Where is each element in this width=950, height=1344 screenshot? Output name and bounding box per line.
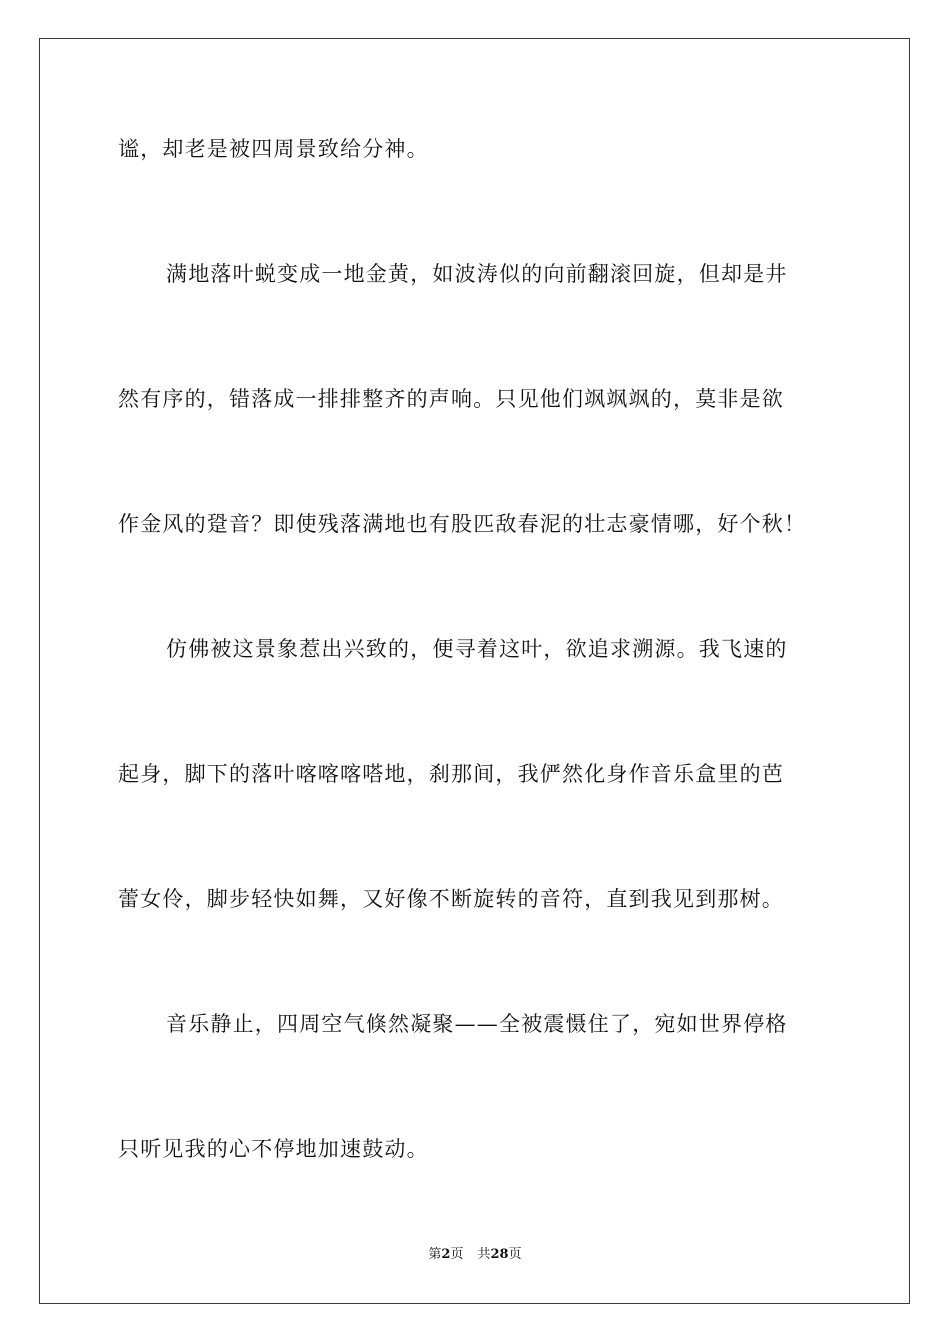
total-suffix: 页	[508, 1247, 522, 1262]
text-line-6: 起身，脚下的落叶喀喀喀嗒地，刹那间，我俨然化身作音乐盒里的芭	[118, 762, 784, 786]
page-suffix: 页	[450, 1247, 464, 1262]
page-prefix: 第	[428, 1247, 442, 1262]
page-footer	[0, 1247, 950, 1263]
text-line-9: 只听见我的心不停地加速鼓动。	[118, 1137, 429, 1161]
text-line-8: 音乐静止，四周空气倏然凝聚——全被震慑住了，宛如世界停格	[166, 1012, 788, 1036]
text-line-7: 蕾女伶，脚步轻快如舞，又好像不断旋转的音符，直到我见到那树。	[118, 887, 784, 911]
text-line-4: 作金风的跫音？即使残落满地也有股匹敌春泥的壮志豪情哪，好个秋！	[118, 512, 807, 536]
page-number: 2	[441, 1247, 451, 1262]
page-border	[39, 38, 910, 1304]
text-line-1: 谧，却老是被四周景致给分神。	[118, 137, 429, 161]
text-line-3: 然有序的，错落成一排排整齐的声响。只见他们飒飒飒的，莫非是欲	[118, 387, 784, 411]
total-prefix: 共	[477, 1247, 491, 1262]
text-line-5: 仿佛被这景象惹出兴致的，便寻着这叶，欲追求溯源。我飞速的	[166, 637, 788, 661]
total-pages: 28	[490, 1247, 509, 1262]
text-line-2: 满地落叶蜕变成一地金黄，如波涛似的向前翻滚回旋，但却是井	[166, 262, 788, 286]
